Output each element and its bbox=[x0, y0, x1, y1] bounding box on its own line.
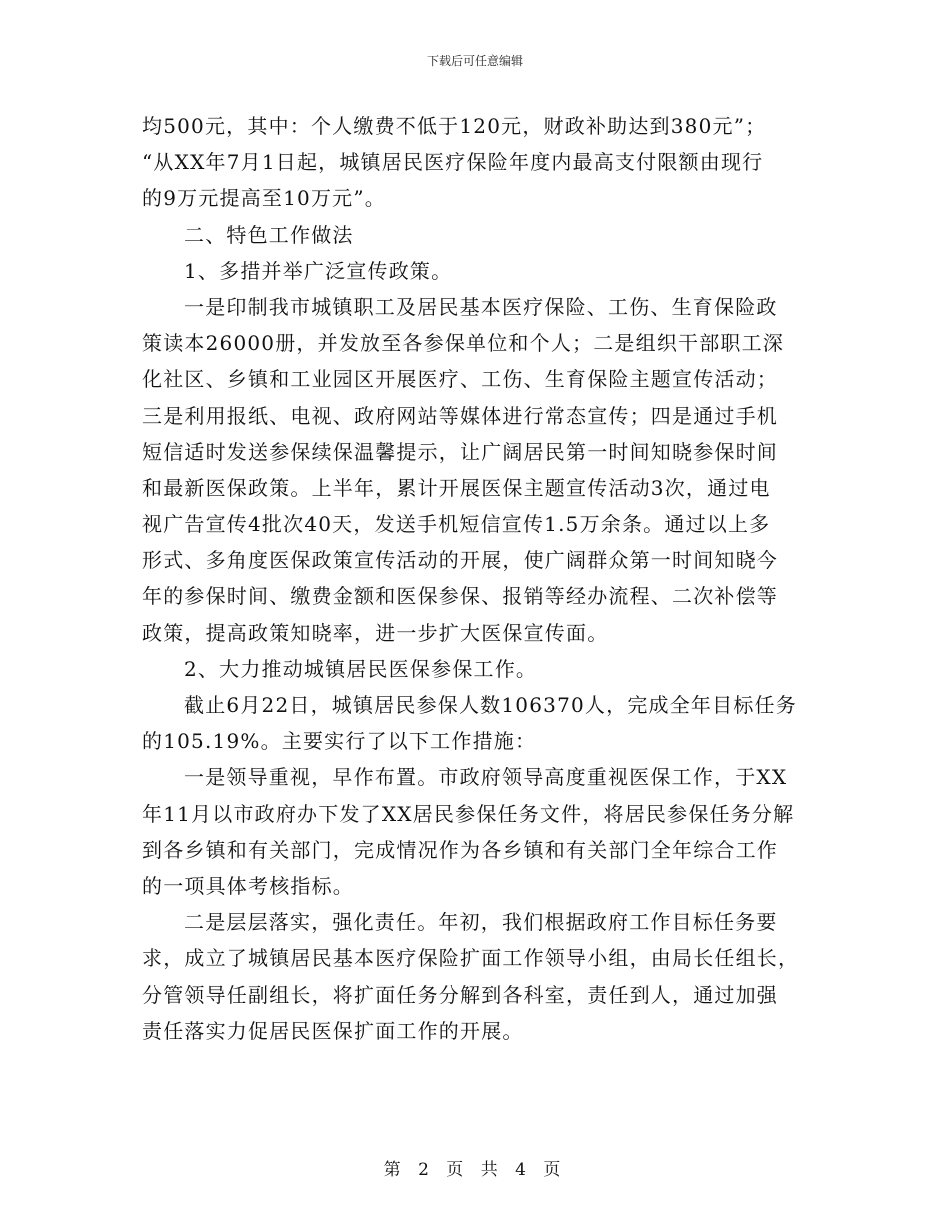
text-line: 短信适时发送参保续保温馨提示，让广阔居民第一时间知晓参保时间 bbox=[142, 439, 778, 464]
text-line: 一是领导重视，早作布置。市政府领导高度重视医保工作，于XX bbox=[184, 765, 788, 790]
text-line: 到各乡镇和有关部门，完成情况作为各乡镇和有关部门全年综合工作 bbox=[142, 837, 778, 862]
text-line: 的105.19%。主要实行了以下工作措施： bbox=[142, 729, 537, 754]
text-line: 视广告宣传4批次40天，发送手机短信宣传1.5万余条。通过以上多 bbox=[142, 512, 771, 537]
text-line: 2、大力推动城镇居民医保参保工作。 bbox=[184, 656, 538, 681]
document-body bbox=[142, 108, 810, 1049]
text-line: 形式、多角度医保政策宣传活动的开展，使广阔群众第一时间知晓今 bbox=[142, 548, 778, 573]
text-line: 政策，提高政策知晓率，进一步扩大医保宣传面。 bbox=[142, 620, 609, 645]
text-line: 和最新医保政策。上半年，累计开展医保主题宣传活动3次，通过电 bbox=[142, 475, 771, 500]
text-line: 化社区、乡镇和工业园区开展医疗、工伤、生育保险主题宣传活动； bbox=[142, 367, 778, 392]
text-line: 二是层层落实，强化责任。年初，我们根据政府工作目标任务要 bbox=[184, 910, 778, 935]
text-line: 分管领导任副组长，将扩面任务分解到各科室，责任到人，通过加强 bbox=[142, 982, 778, 1007]
text-line: 的一项具体考核指标。 bbox=[142, 873, 354, 898]
text-line: 1、多措并举广泛宣传政策。 bbox=[184, 258, 453, 283]
text-line: 二、特色工作做法 bbox=[184, 222, 354, 247]
text-line: “从XX年7月1日起，城镇居民医疗保险年度内最高支付限额由现行 bbox=[142, 150, 764, 175]
text-line: 均500元，其中：个人缴费不低于120元，财政补助达到380元”； bbox=[142, 114, 767, 138]
text-line: 截止6月22日，城镇居民参保人数106370人，完成全年目标任务 bbox=[184, 693, 797, 717]
text-line: 责任落实力促居民医保扩面工作的开展。 bbox=[142, 1018, 524, 1043]
text-line: 年的参保时间、缴费金额和医保参保、报销等经办流程、二次补偿等 bbox=[142, 584, 778, 609]
text-line: 的9万元提高至10万元”。 bbox=[142, 186, 386, 211]
text-line: 年11月以市政府办下发了XX居民参保任务文件，将居民参保任务分解 bbox=[142, 801, 795, 826]
page-number: 第 2 页 共 4 页 bbox=[383, 1160, 567, 1180]
page-header: 下载后可任意编辑 bbox=[426, 54, 523, 68]
text-line: 一是印制我市城镇职工及居民基本医疗保险、工伤、生育保险政 bbox=[184, 294, 778, 319]
text-line: 三是利用报纸、电视、政府网站等媒体进行常态宣传；四是通过手机 bbox=[142, 403, 778, 428]
text-line: 策读本26000册，并发放至各参保单位和个人；二是组织干部职工深 bbox=[142, 331, 785, 356]
text-line: 求，成立了城镇居民基本医疗保险扩面工作领导小组，由局长任组长， bbox=[142, 946, 800, 971]
